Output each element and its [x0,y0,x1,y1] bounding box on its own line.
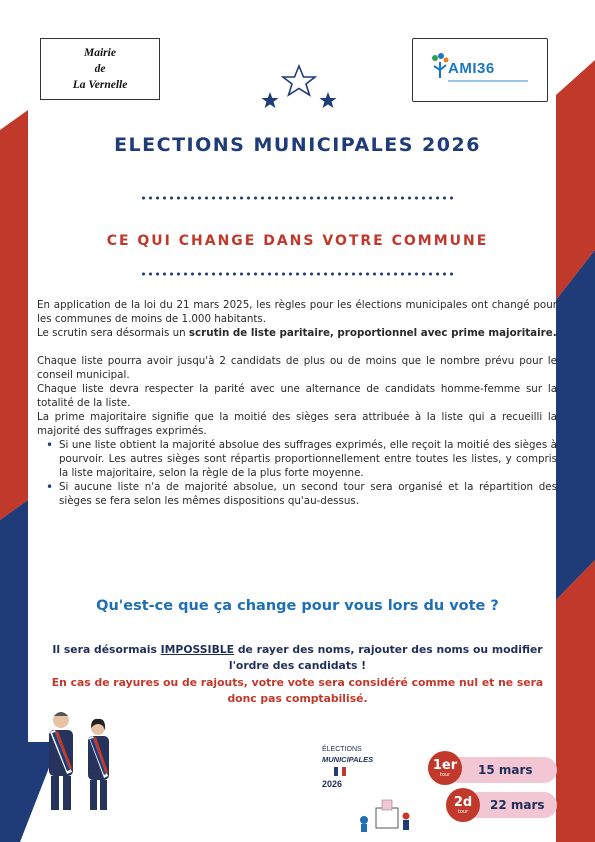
ami36-logo-underline [448,80,528,82]
bullet-list [37,438,557,508]
paragraph-scrutin [37,326,557,340]
question-heading: Qu'est-ce que ça change pour vous lors du vote ? [96,598,499,614]
warning-emphasis: IMPOSSIBLE [160,643,235,656]
french-flag-icon [334,767,346,776]
ami36-logo-text: AMI36 [448,60,495,77]
warning-end: de rayer des noms, rajouter des noms ou modifier l'ordre des candidats ! [228,643,543,672]
paragraph-candidats: Chaque liste pourra avoir jusqu'à 2 candidats de plus ou de moins que le nombre prévu pour le conseil municipal. [37,355,557,381]
mairie-line-2: de [94,63,106,75]
badge-line-1: ÉLECTIONS [322,746,362,753]
bullet-item-majorite: • Si une liste obtient la majorité absolue des suffrages exprimés, elle reçoit la moitié des sièges à pourvoir. Les autres sièges sont répartis proportionnellement entre toutes les listes, y compris la liste majoritaire, selon la règle de la plus forte moyenne. [37,438,557,480]
elected-officials-illustration [36,706,126,816]
elections-badge [312,742,372,790]
round-1-date: 15 mars [478,763,533,777]
ami36-logo-icon [430,52,450,82]
paragraph-prime: La prime majoritaire signifie que la moitié des sièges sera attribuée à la liste qui a recueilli la majorité des suffrages exprimés. [37,411,557,437]
round-2-date: 22 mars [490,798,545,812]
round-1-sub: tour [439,771,451,778]
paragraph-scrutin-start: Le scrutin sera désormais un [37,327,189,339]
round-2-num: 2d [453,794,473,810]
dotted-divider-bottom [140,272,456,276]
page-title: ELECTIONS MUNICIPALES 2026 [114,134,481,156]
mairie-box [40,38,160,100]
round-1-badge [428,751,462,785]
bullet-item-second-tour: • Si aucune liste n'a de majorité absolue, un second tour sera organisé et la répartition des sièges se fera selon les mêmes dispositions qu'au-dessus. [37,480,557,508]
round-2-sub: tour [457,808,469,815]
mairie-line-1: Mairie [84,47,116,59]
round-1-num: 1er [432,757,458,773]
ballot-box-icon [356,794,416,834]
warning-impossible [40,642,555,674]
page-subtitle: CE QUI CHANGE DANS VOTRE COMMUNE [106,233,489,249]
paragraph-scrutin-bold: scrutin de liste paritaire, proportionnel avec prime majoritaire. [188,327,557,339]
round-2-badge [446,788,480,822]
badge-line-3: 2026 [322,779,343,789]
warning-start: Il sera désormais [52,643,161,656]
dotted-divider-top [140,196,456,200]
mairie-line-3: La Vernelle [72,79,128,91]
paragraph-parite: Chaque liste devra respecter la parité avec une alternance de candidats homme-femme sur la totalité de la liste. [37,383,557,409]
stars-icon [258,64,340,112]
badge-line-2: MUNICIPALES [322,755,374,764]
body-text [37,298,557,508]
warning-nul: En cas de rayures ou de rajouts, votre vote sera considéré comme nul et ne sera donc pas comptabilisé. [51,676,544,705]
paragraph-law: En application de la loi du 21 mars 2025, les règles pour les élections municipales ont changé pour les communes de moins de 1.000 habitants. [37,299,557,325]
